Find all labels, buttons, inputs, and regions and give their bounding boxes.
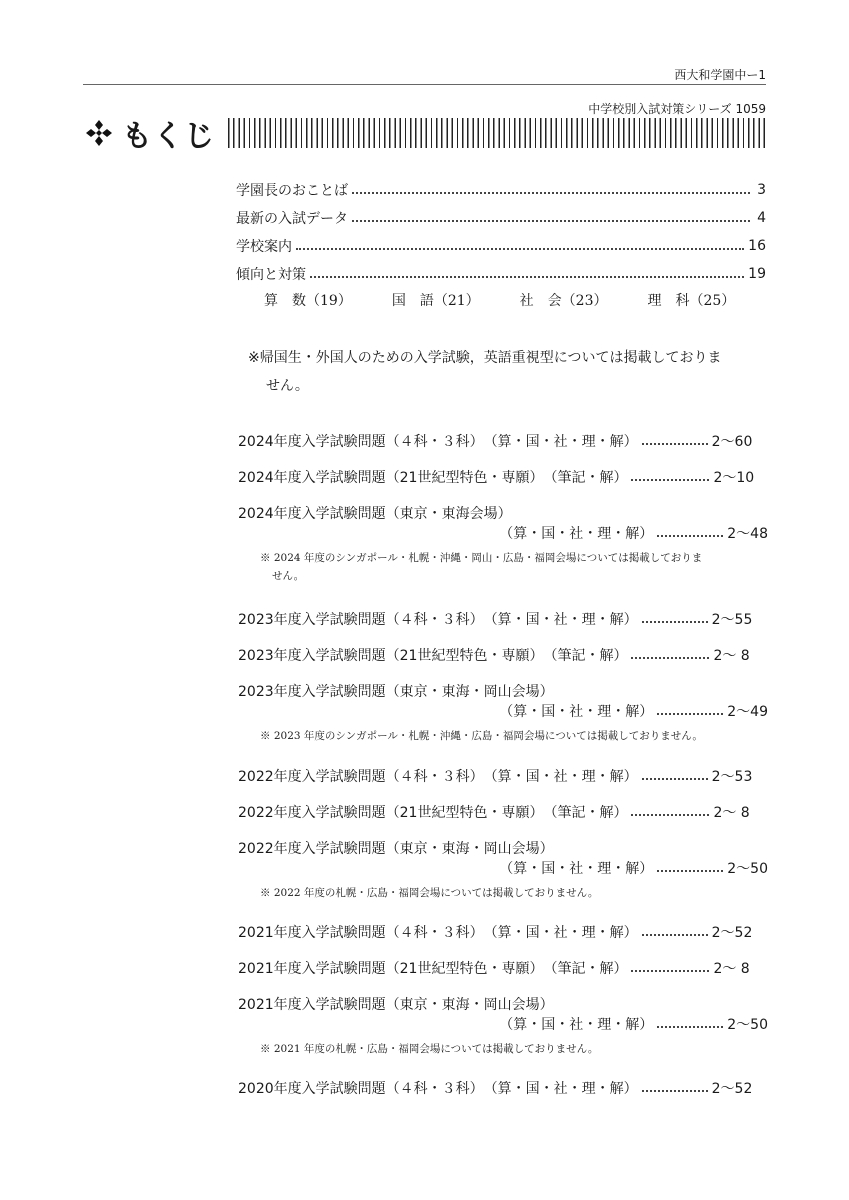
entry-note-line: ※ 2021 年度の札幌・広島・福岡会場については掲載しておりません。 [260, 1043, 599, 1055]
entry-note-line: せん。 [272, 570, 305, 582]
entry-title: 2021年度入学試験問題（21世紀型特色・専願） [238, 961, 544, 977]
entry-pages: 2〜53 [711, 769, 753, 785]
toc-item-page: 19 [748, 266, 766, 282]
exam-entry[interactable] [238, 1078, 768, 1098]
toc-item-label: 学校案内 [236, 239, 292, 255]
toc-item-page: 4 [757, 210, 766, 226]
entry-subjects: （算・国・社・理・解） [483, 769, 638, 785]
entry-subjects: （算・国・社・理・解） [499, 861, 654, 877]
subject-japanese[interactable]: 国 語（21） [391, 293, 480, 309]
entry-subjects: （筆記・解） [543, 805, 628, 821]
entry-note [238, 1040, 768, 1058]
toc-item-label: 傾向と対策 [236, 267, 306, 283]
leader-dots [631, 970, 709, 972]
exam-entry[interactable] [238, 766, 768, 786]
entry-subjects: （筆記・解） [543, 648, 628, 664]
toc-item-label: 最新の入試データ [236, 211, 348, 227]
leader-dots [657, 1026, 723, 1028]
entry-title: 2024年度入学試験問題（21世紀型特色・専願） [238, 470, 544, 486]
subject-social[interactable]: 社 会（23） [519, 293, 608, 309]
entry-subjects: （算・国・社・理・解） [483, 612, 638, 628]
entry-pages: 2〜50 [727, 861, 768, 877]
leader-dots [631, 479, 709, 481]
toc-item[interactable] [236, 236, 766, 256]
exam-entry[interactable] [238, 994, 768, 1058]
leader-dots [657, 713, 723, 715]
leader-dots [631, 814, 709, 816]
note-line: せん。 [266, 378, 309, 394]
leader-dots [657, 870, 723, 872]
title-decoration-bars [228, 118, 766, 148]
subject-list [264, 290, 735, 310]
header-rule [83, 84, 766, 85]
toc-item[interactable] [236, 180, 766, 200]
entry-title: 2022年度入学試験問題（東京・東海・岡山会場） [238, 841, 554, 857]
entry-title: 2024年度入学試験問題（東京・東海会場） [238, 506, 512, 522]
entry-note-line: ※ 2024 年度のシンガポール・札幌・沖縄・岡山・広島・福岡会場については掲載しておりま [260, 552, 703, 564]
entry-title: 2021年度入学試験問題（４科・３科） [238, 925, 484, 941]
entry-note-line: ※ 2022 年度の札幌・広島・福岡会場については掲載しておりません。 [260, 887, 599, 899]
diamond-cluster-icon [84, 118, 114, 148]
entry-note [238, 549, 768, 585]
entry-subjects: （算・国・社・理・解） [499, 526, 654, 542]
entry-subjects: （筆記・解） [543, 961, 628, 977]
entry-title: 2023年度入学試験問題（21世紀型特色・専願） [238, 648, 544, 664]
entry-title: 2022年度入学試験問題（４科・３科） [238, 769, 484, 785]
exam-entry[interactable] [238, 609, 768, 629]
exclusion-note [248, 344, 768, 400]
entry-note [238, 727, 768, 745]
entry-note [238, 884, 768, 902]
school-code: 西大和学園中ー1 [674, 68, 766, 82]
entry-pages: 2〜60 [711, 434, 753, 450]
leader-dots [642, 1090, 708, 1092]
entry-subjects: （算・国・社・理・解） [499, 1017, 654, 1033]
exam-entry[interactable] [238, 838, 768, 902]
entry-subjects: （算・国・社・理・解） [483, 434, 638, 450]
entry-title: 2023年度入学試験問題（４科・３科） [238, 612, 484, 628]
entry-subjects: （算・国・社・理・解） [499, 704, 654, 720]
toc-item-page: 16 [748, 238, 766, 254]
entry-title: 2024年度入学試験問題（４科・３科） [238, 434, 484, 450]
entry-note-line: ※ 2023 年度のシンガポール・札幌・沖縄・広島・福岡会場については掲載しておりません。 [260, 730, 703, 742]
title-text: もくじ [122, 119, 215, 154]
exam-entry[interactable] [238, 958, 768, 978]
subject-math[interactable]: 算 数（19） [264, 293, 352, 309]
entry-title: 2023年度入学試験問題（東京・東海・岡山会場） [238, 684, 554, 700]
leader-dots [657, 535, 723, 537]
exam-entry[interactable] [238, 802, 768, 822]
note-line: ※帰国生・外国人のための入学試験，英語重視型については掲載しておりま [248, 350, 722, 366]
leader-dots [310, 276, 744, 278]
exam-entry[interactable] [238, 467, 768, 487]
entry-title: 2021年度入学試験問題（東京・東海・岡山会場） [238, 997, 554, 1013]
leader-dots [352, 192, 750, 194]
entry-pages: 2〜49 [727, 704, 768, 720]
entry-pages: 2〜50 [727, 1017, 768, 1033]
entry-subjects: （算・国・社・理・解） [483, 925, 638, 941]
toc-item[interactable] [236, 264, 766, 284]
series-label: 中学校別入試対策シリーズ 1059 [588, 102, 766, 116]
page-title [84, 116, 215, 154]
entry-pages: 2〜52 [711, 925, 753, 941]
toc-item[interactable] [236, 208, 766, 228]
entry-subjects: （筆記・解） [543, 470, 628, 486]
leader-dots [642, 443, 708, 445]
entry-pages: 2〜48 [727, 526, 768, 542]
entry-title: 2022年度入学試験問題（21世紀型特色・専願） [238, 805, 544, 821]
entry-pages: 2〜10 [713, 470, 755, 486]
leader-dots [642, 934, 708, 936]
leader-dots [642, 621, 708, 623]
entry-subjects: （算・国・社・理・解） [483, 1081, 638, 1097]
subject-science[interactable]: 理 科（25） [647, 293, 736, 309]
toc-item-label: 学園長のおことば [236, 183, 348, 199]
entry-title: 2020年度入学試験問題（４科・３科） [238, 1081, 484, 1097]
entry-pages: 2〜 8 [713, 648, 750, 664]
exam-entry[interactable] [238, 431, 768, 451]
toc-item-page: 3 [757, 182, 766, 198]
leader-dots [642, 778, 708, 780]
entry-pages: 2〜 8 [713, 961, 750, 977]
entry-pages: 2〜52 [711, 1081, 753, 1097]
entry-pages: 2〜55 [711, 612, 753, 628]
exam-entry[interactable] [238, 681, 768, 745]
exam-entry[interactable] [238, 645, 768, 665]
entry-pages: 2〜 8 [713, 805, 750, 821]
leader-dots [352, 220, 750, 222]
exam-entry[interactable] [238, 503, 768, 585]
leader-dots [631, 657, 709, 659]
leader-dots [296, 248, 744, 250]
exam-entry[interactable] [238, 922, 768, 942]
